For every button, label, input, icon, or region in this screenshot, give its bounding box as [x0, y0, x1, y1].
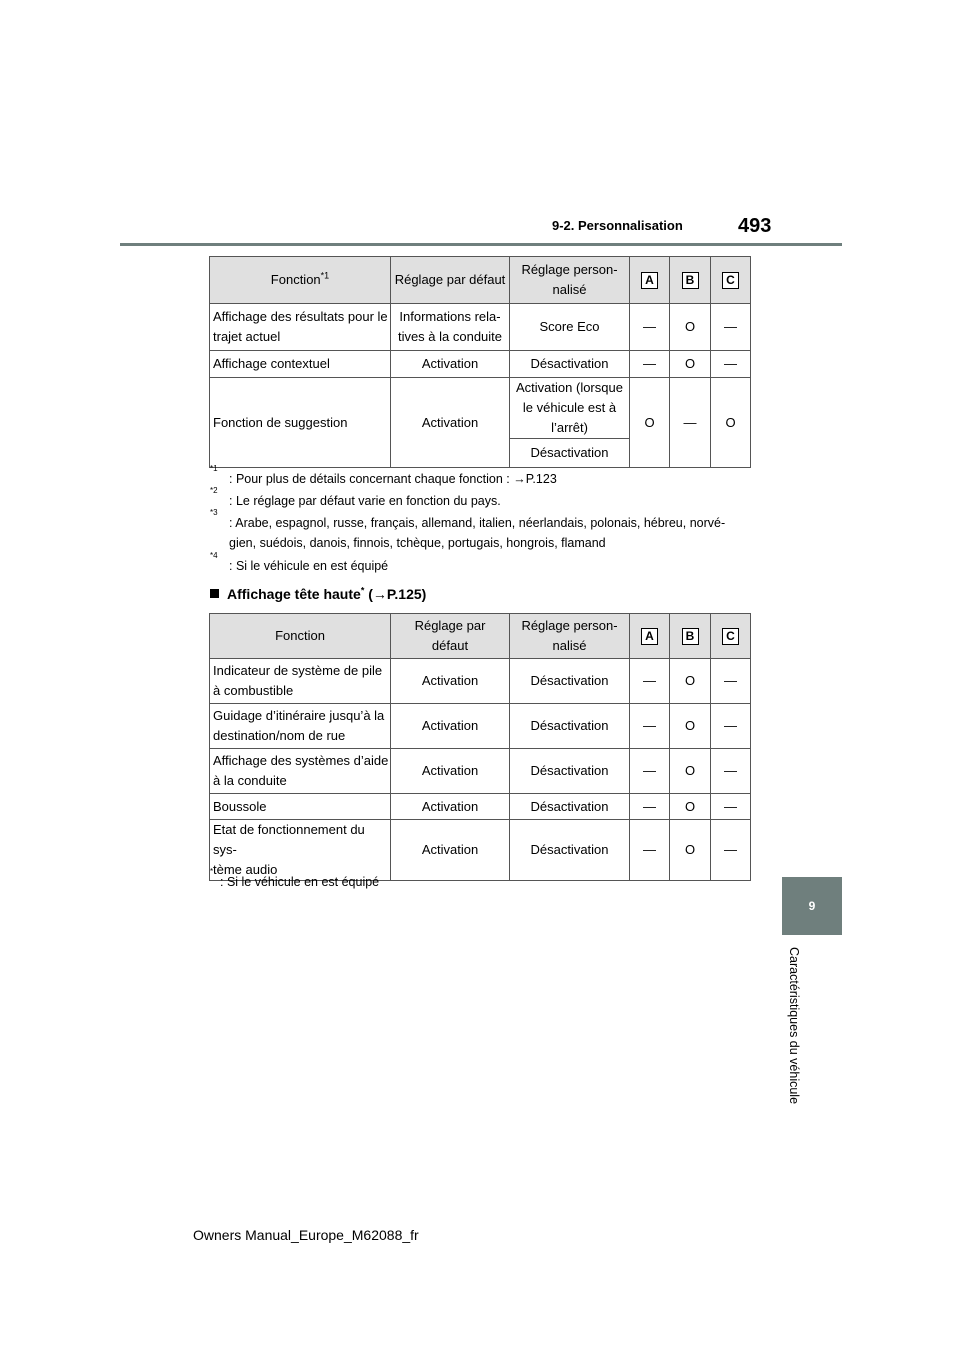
table-row: Guidage d’itinéraire jusqu’à la destination/nom de rue Activation Désactivation — O —: [210, 704, 751, 749]
chapter-tab: 9: [782, 877, 842, 935]
table-row: Fonction de suggestion Activation Activation (lorsque le véhicule est à l’arrêt) O — O: [210, 378, 751, 439]
footer-text: Owners Manual_Europe_M62088_fr: [193, 1227, 419, 1243]
col-b: [670, 614, 711, 659]
footnote: * : Si le véhicule en est équipé: [210, 867, 380, 889]
footnote: *2 : Le réglage par défaut varie en fonction du pays.: [210, 486, 501, 508]
col-fonction: Fonction$^{*1}$: [210, 257, 391, 304]
letter-b-icon: B: [682, 628, 699, 645]
col-custom: Réglage person- nalisé: [510, 257, 630, 304]
table-row: Affichage des systèmes d’aide à la conduite Activation Désactivation — O —: [210, 749, 751, 794]
table-row: Indicateur de système de pile à combustible Activation Désactivation — O —: [210, 659, 751, 704]
table-row: Désactivation: [210, 439, 751, 468]
table-row: Boussole Activation Désactivation — O —: [210, 794, 751, 820]
letter-a-icon: A: [641, 628, 658, 645]
col-b: [670, 257, 711, 304]
letter-a-icon: A: [641, 272, 658, 289]
col-a: [630, 614, 670, 659]
letter-b-icon: B: [682, 272, 699, 289]
table1-header-row: [210, 257, 751, 304]
section-title: 9-2. Personnalisation: [552, 218, 683, 233]
footnote: *3 : Arabe, espagnol, russe, français, allemand, italien, néerlandais, polonais, hébreu, norvé- gien, suédois, danois, finnois, tchèque, portugais, hongrois, flamand: [210, 508, 726, 550]
table-row: Affichage contextuel Activation Désactivation — O —: [210, 351, 751, 378]
header-rule: [120, 243, 842, 246]
section-heading: Affichage tête haute* (→P.125): [210, 586, 426, 602]
chapter-label: Caractéristiques du véhicule: [787, 947, 801, 1105]
col-a: [630, 257, 670, 304]
table-row: Etat de fonctionnement du sys- tème audio Activation Désactivation — O —: [210, 820, 751, 881]
settings-table-2: [209, 613, 751, 881]
settings-table-1: [209, 256, 751, 468]
page-number: 493: [738, 215, 772, 237]
square-bullet-icon: [210, 589, 219, 598]
table2-header-row: [210, 614, 751, 659]
col-c: [711, 257, 751, 304]
footnote: *4 : Si le véhicule en est équipé: [210, 551, 389, 573]
table-row: Affichage des résultats pour le trajet actuel Informations rela- tives à la conduite Score Eco — O —: [210, 304, 751, 351]
letter-c-icon: C: [722, 272, 739, 289]
footnote: *1 : Pour plus de détails concernant chaque fonction : →P.123: [210, 464, 557, 486]
col-default: Réglage par défaut: [391, 614, 510, 659]
letter-c-icon: C: [722, 628, 739, 645]
col-default: Réglage par défaut: [391, 257, 510, 304]
col-custom: Réglage person- nalisé: [510, 614, 630, 659]
col-c: [711, 614, 751, 659]
col-fonction: Fonction: [210, 614, 391, 659]
